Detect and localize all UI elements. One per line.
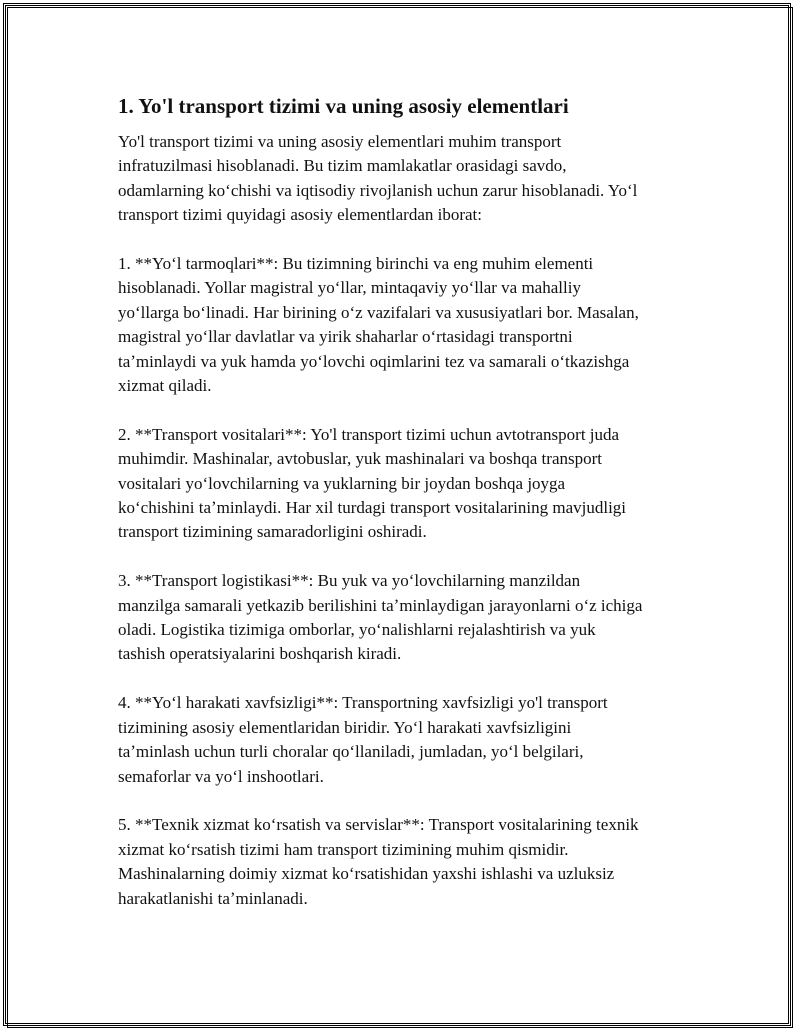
list-item: 3. **Transport logistikasi**: Bu yuk va yoʻlovchilarning manzildan manzilga samarali yetkazib berilishini taʼminlaydigan jarayonlarni oʻz ichiga oladi. Logistika tizimiga omborlar, yoʻnalishlarni rejalashtirish va yuk tashish operatsiyalarini boshqarish kiradi. xyxy=(118,571,643,664)
list-item: 1. **Yoʻl tarmoqlari**: Bu tizimning birinchi va eng muhim elementi hisoblanadi. Yollar magistral yoʻllar, mintaqaviy yoʻllar va mahalliy yoʻllarga boʻlinadi. Har birining oʻz vazifalari va xususiyatlari bor. Masalan, magistral yoʻllar davlatlar va yirik shaharlar oʻrtasidagi transportni taʼminlaydi va yuk hamda yoʻlovchi oqimlarini tez va samarali oʻtkazishga xizmat qiladi. xyxy=(118,254,639,396)
list-item: 2. **Transport vositalari**: Yo'l transport tizimi uchun avtotransport juda muhimdir. Mashinalar, avtobuslar, yuk mashinalari va boshqa transport vositalari yoʻlovchilarning va yuklarning bir joydan boshqa joyga koʻchishini taʼminlaydi. Har xil turdagi transport vositalarining mavjudligi transport tizimining samaradorligini oshiradi. xyxy=(118,424,627,542)
intro-paragraph: Yo'l transport tizimi va uning asosiy elementlari muhim transport infratuzilmasi hisoblanadi. Bu tizim mamlakatlar orasidagi savdo, odamlarning koʻchishi va iqtisodiy rivojlanish uchun zarur hisoblanadi. Yoʻl transport tizimi quyidagi asosiy elementlardan iborat: xyxy=(118,132,638,225)
list-item: 5. **Texnik xizmat koʻrsatish va servislar**: Transport vositalarining texnik xizmat koʻrsatish tizimi ham transport tizimining muhim qismidir. Mashinalarning doimiy xizmat koʻrsatishidan yaxshi ishlashi va uzluksiz harakatlanishi taʼminlanadi. xyxy=(118,815,639,908)
document-body xyxy=(118,92,688,935)
document-title: 1. Yo'l transport tizimi va uning asosiy elementlari xyxy=(118,94,569,118)
list-item: 4. **Yoʻl harakati xavfsizligi**: Transportning xavfsizligi yo'l transport tizimining asosiy elementlaridan biridir. Yoʻl harakati xavfsizligini taʼminlash uchun turli choralar qoʻllaniladi, jumladan, yoʻl belgilari, semaforlar va yoʻl inshootlari. xyxy=(118,693,608,786)
